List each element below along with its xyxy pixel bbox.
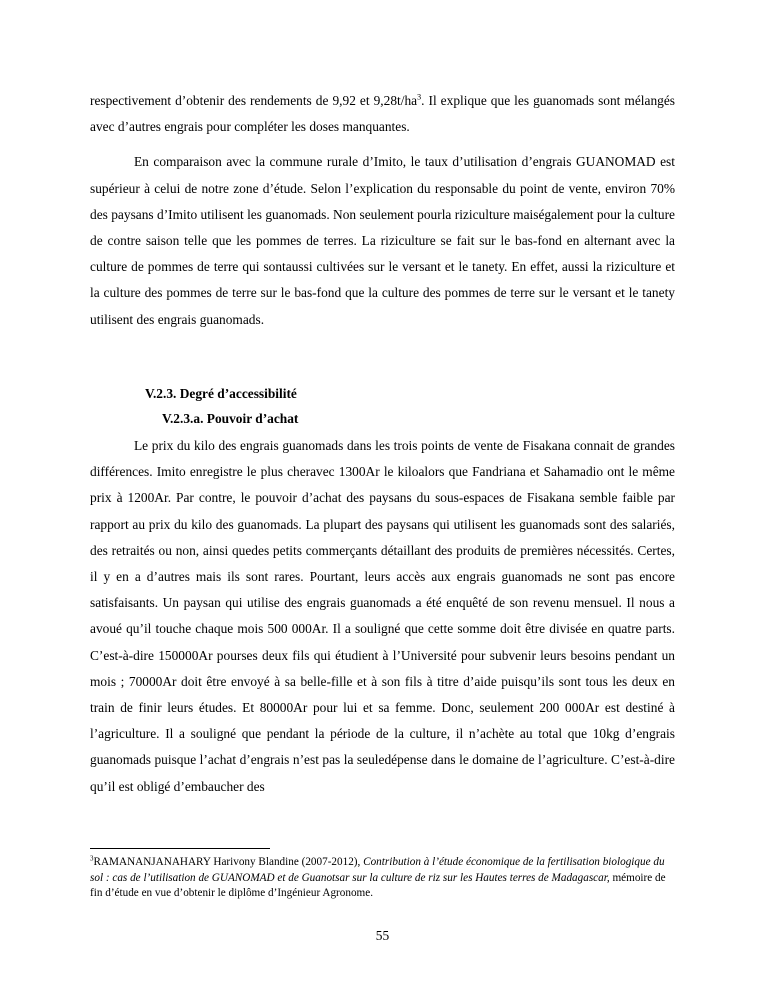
footnote: $^3$RAMANANJANAHARY Harivony Blandine (2007-2012), Contribution à l’étude économique de la fertilisation biologique du sol : cas de l’utilisation de GUANOMAD et de Guanotsar sur la culture de riz sur les Hautes terres de Madagascar, mémoire de fin d’étude en vue d’obtenir le diplôme d’Ingénieur Agronome. bbox=[90, 854, 666, 899]
section-heading: V.2.3. Degré d’accessibilité bbox=[145, 386, 297, 401]
page-body bbox=[90, 88, 675, 333]
paragraph-3-wrap bbox=[90, 433, 675, 800]
subsection-heading: V.2.3.a. Pouvoir d’achat bbox=[162, 411, 299, 426]
footnote-rule bbox=[90, 848, 270, 849]
paragraph-1: respectivement d’obtenir des rendements de 9,92 et $9,28t/ha^3$. Il explique que les guanomads sont mélangés avec d’autres engrais pour compléter les doses manquantes. bbox=[90, 92, 675, 135]
page-number: 55 bbox=[375, 928, 390, 943]
footnote-ref: 3 bbox=[417, 92, 422, 102]
paragraph-3: Le prix du kilo des engrais guanomads dans les trois points de vente de Fisakana connait de grandes différences. Imito enregistre le plus cheravec 1300Ar le kiloalors que Fandriana et Sahamadio ont le même prix à 1200Ar. Par contre, le pouvoir d’achat des paysans du sous-espaces de Fisakana semble faible par rapport au prix du kilo des guanomads. La plupart des paysans qui utilisent les guanomads sont des salariés, des retraités ou non, ainsi quedes petits commerçants détaillant des produits de premières nécessités. Certes, il y en a d’autres mais ils sont rares. Pourtant, leurs accès aux engrais guanomads ne sont pas encore satisfaisants. Un paysan qui utilise des engrais guanomads a été enquêté de son revenu mensuel. Il nous a avoué qu’il touche chaque mois 500 000Ar. Il a souligné que cette somme doit être divisée en quatre parts. C’est-à-dire 150000Ar pourses deux fils qui étudient à l’Université pour subvenir leurs besoins pendant un mois ; 70000Ar doit être envoyé à sa belle-fille et à son fils à titre d’aide puisqu’ils sont tous les deux en train de finir leurs études. Et 80000Ar pour lui et sa femme. Donc, seulement 200 000Ar est destiné à l’agriculture. Il a souligné que pendant la période de la culture, il n’achète au total que 10kg d’engrais guanomads puisque l’achat d’engrais n’est pas la seuledépense dans le domaine de l’agriculture. C’est-à-dire qu’il est obligé d’embaucher des bbox=[90, 438, 675, 794]
paragraph-2: En comparaison avec la commune rurale d’Imito, le taux d’utilisation d’engrais GUANOMAD est supérieur à celui de notre zone d’étude. Selon l’explication du responsable du point de vente, environ 70% des paysans d’Imito utilisent les guanomads. Non seulement pourla riziculture maiségalement pour la culture de contre saison telle que les pommes de terres. La riziculture se fait sur le bas-fond en alternant avec la culture de pommes de terre qui sontaussi cultivées sur le versant et le tanety. En effet, aussi la riziculture et la culture des pommes de terre sur le bas-fond que la culture des pommes de terre sur le versant et le tanety utilisent des engrais guanomads. bbox=[90, 154, 675, 327]
